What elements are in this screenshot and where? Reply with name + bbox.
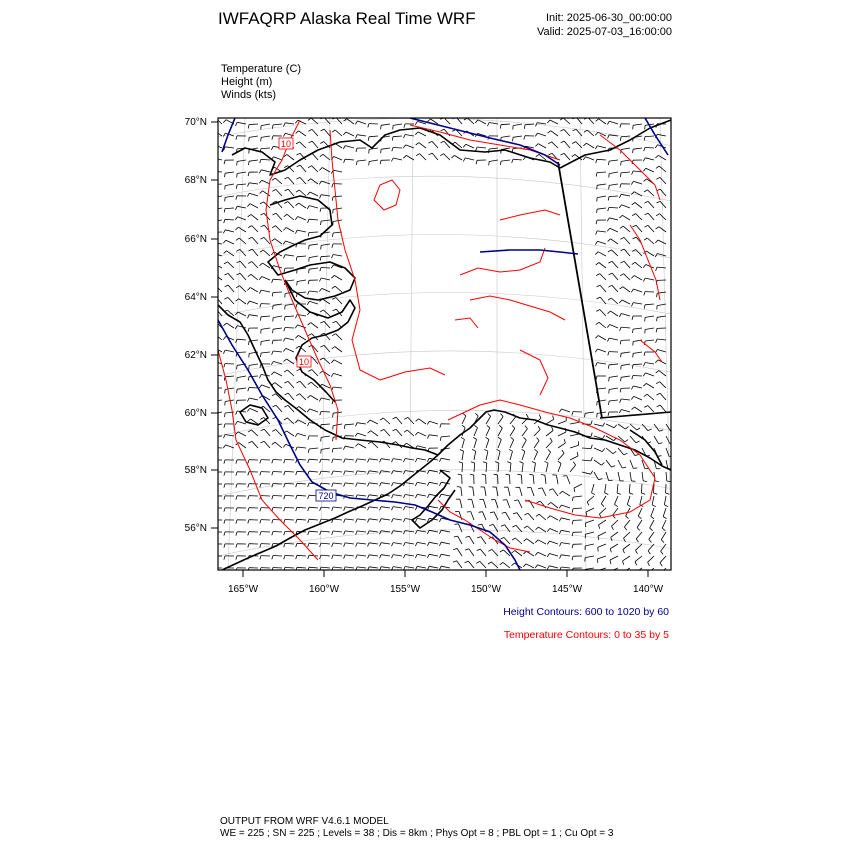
wind-barb	[273, 532, 282, 533]
footer-model: OUTPUT FROM WRF V4.6.1 MODEL	[220, 816, 389, 827]
lon-label: 160°W	[308, 584, 340, 595]
wind-barb	[273, 508, 282, 509]
map-title: IWFAQRP Alaska Real Time WRF	[218, 9, 476, 28]
wind-barb-flag	[585, 413, 586, 417]
wind-barb-flag	[212, 532, 213, 536]
wind-barb-flag	[213, 221, 214, 225]
wind-barb-flag	[211, 144, 214, 147]
wind-barb-flag	[598, 547, 599, 551]
wind-barb-flag	[563, 476, 567, 477]
lat-label: 64°N	[184, 292, 207, 303]
wind-barb-flag	[212, 484, 213, 488]
wind-barb	[285, 328, 294, 329]
latitude-labels	[185, 117, 207, 534]
variable-temperature: Temperature (C)	[221, 63, 302, 75]
wind-barb-flag	[660, 574, 662, 578]
wind-barb-flag	[212, 568, 213, 572]
wind-barb	[273, 472, 282, 473]
lat-label: 66°N	[184, 234, 207, 245]
wind-barb-flag	[621, 353, 622, 357]
wind-barb	[273, 496, 282, 497]
wind-barb-flag	[381, 149, 382, 153]
lat-label: 70°N	[184, 117, 207, 128]
wind-barb	[249, 388, 258, 389]
longitude-labels	[228, 584, 664, 595]
wind-barb-flag	[309, 269, 310, 273]
wind-barb-flag	[213, 401, 214, 405]
wind-barb-flag	[211, 158, 213, 162]
wind-barb-flag	[333, 437, 334, 441]
lat-label: 58°N	[184, 465, 207, 476]
wind-barb-flag	[309, 245, 310, 249]
temperature-contour-label: 10	[298, 357, 310, 367]
wind-barb-flag	[212, 232, 213, 236]
wind-barb-flag	[211, 253, 213, 256]
wind-barb-flag	[503, 500, 507, 501]
wind-barb-flag	[212, 131, 215, 134]
longitude-axis	[243, 570, 648, 577]
lat-label: 62°N	[184, 350, 207, 361]
wind-barb	[510, 475, 511, 484]
wind-barb	[273, 568, 282, 569]
wind-barb-flag	[381, 125, 382, 129]
wind-barb-flag	[635, 573, 636, 577]
wind-barb-flag	[211, 348, 214, 351]
init-time: Init: 2025-06-30_00:00:00	[546, 12, 672, 24]
wind-barb-flag	[621, 377, 622, 381]
wind-barb-flag	[457, 487, 461, 488]
latitude-axis	[211, 122, 218, 528]
wind-barb-flag	[212, 472, 213, 476]
wind-barb	[321, 268, 330, 269]
wind-barb-flag	[622, 572, 623, 576]
wind-barb-flag	[213, 309, 217, 311]
wind-barb-flag	[657, 317, 658, 321]
wind-barb	[273, 520, 282, 521]
wind-barb-flag	[212, 274, 215, 276]
wind-barb-flag	[212, 448, 213, 452]
wind-barb	[333, 448, 342, 449]
wind-barb	[273, 556, 282, 557]
footer-config: WE = 225 ; SN = 225 ; Levels = 38 ; Dis = 8km ; Phys Opt = 8 ; PBL Opt = 1 ; Cu Opt = 3	[220, 828, 614, 839]
wind-barb	[273, 484, 282, 485]
wind-barb-flag	[633, 468, 637, 469]
wind-barb-flag	[212, 437, 213, 441]
lon-label: 150°W	[470, 584, 502, 595]
wind-barb-flag	[212, 520, 213, 524]
wind-barb	[633, 376, 642, 377]
variable-height: Height (m)	[221, 76, 273, 88]
wind-barb-flag	[212, 496, 213, 500]
wind-barb	[273, 292, 282, 293]
lon-label: 145°W	[551, 584, 583, 595]
lat-label: 60°N	[184, 408, 207, 419]
wind-barb-flag	[212, 556, 213, 560]
wind-barb-flag	[237, 389, 238, 393]
wind-barb-flag	[633, 149, 634, 153]
wind-barb	[321, 412, 330, 413]
lon-label: 165°W	[227, 584, 259, 595]
height-contour-info: Height Contours: 600 to 1020 by 60	[503, 606, 669, 618]
wind-barb-flag	[212, 334, 215, 336]
lon-label: 155°W	[389, 584, 421, 595]
wind-barb-flag	[273, 329, 274, 333]
wind-barb-flag	[212, 243, 214, 247]
wind-barb-flag	[273, 305, 274, 309]
wind-barb	[309, 232, 318, 233]
lat-label: 56°N	[184, 523, 207, 534]
lat-label: 68°N	[184, 175, 207, 186]
wind-barb	[237, 352, 246, 353]
wind-barb-flag	[211, 264, 214, 267]
wind-barb-flag	[212, 171, 213, 175]
temperature-contour-info: Temperature Contours: 0 to 35 by 5	[503, 629, 669, 641]
wind-barb-flag	[237, 365, 238, 369]
wind-barb-flag	[597, 209, 598, 213]
wind-barb-flag	[513, 137, 514, 141]
wind-barb-flag	[212, 508, 213, 512]
variable-winds: Winds (kts)	[221, 89, 276, 101]
wind-barb-flag	[212, 375, 214, 379]
wind-barb-flag	[212, 388, 213, 392]
lon-label: 140°W	[632, 584, 664, 595]
wind-barb-flag	[212, 118, 215, 120]
height-contour-label: 720	[318, 491, 334, 501]
wind-barb-flag	[212, 544, 213, 548]
wind-barb-flag	[610, 572, 611, 576]
valid-time: Valid: 2025-07-03_16:00:00	[537, 26, 672, 38]
wind-barb-flag	[212, 322, 216, 324]
wind-barb-flag	[212, 185, 213, 189]
wind-barb-flag	[211, 361, 213, 364]
wind-barb	[273, 460, 282, 461]
temperature-contour-label: 10	[280, 139, 292, 149]
wind-barb-flag	[212, 286, 216, 288]
wind-barb-flag	[212, 460, 213, 464]
wind-barb-flag	[657, 293, 658, 297]
wind-barb-flag	[333, 413, 334, 417]
wind-barb	[393, 148, 402, 149]
